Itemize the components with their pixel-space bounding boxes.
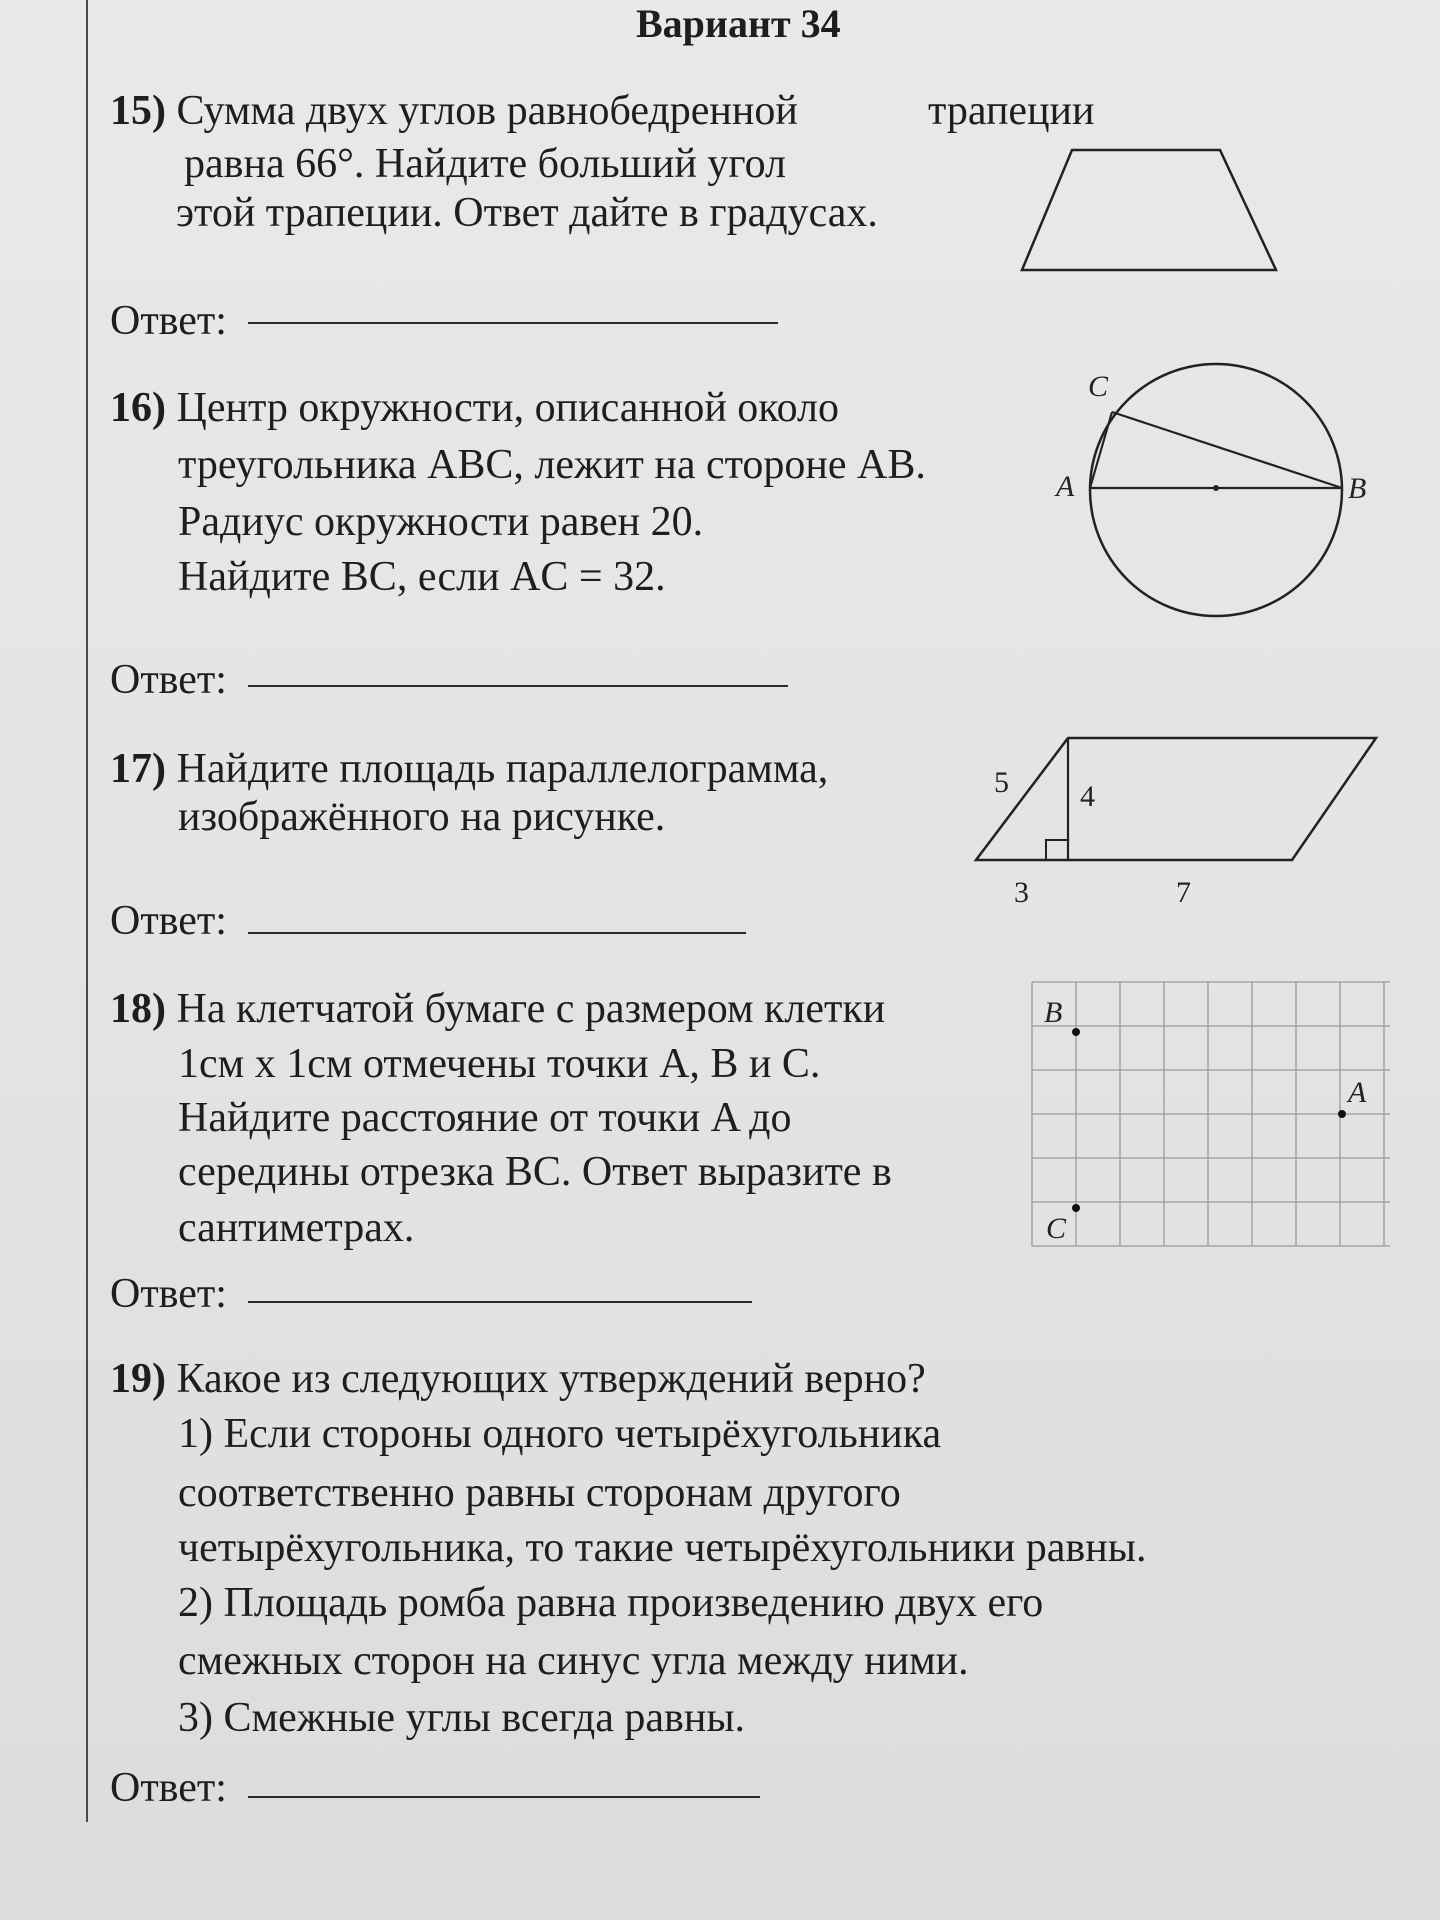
task-19-option-1-line-1: 1) Если стороны одного четырёхугольника [178,1411,942,1457]
task-19-option-3: 3) Смежные углы всегда равны. [178,1695,746,1741]
height-label: 4 [1080,780,1095,813]
point-label-c: C [1046,1212,1067,1245]
base-left-label: 3 [1014,876,1029,909]
point-label-a: A [1056,470,1075,503]
task-19-line-1 [110,1358,926,1400]
task-16-line-3: Радиус окружности равен 20. [178,499,704,545]
center-point [1213,485,1219,491]
side-label: 5 [994,766,1009,799]
answer-label-16: Ответ: [110,657,227,703]
task-18-line-4: середины отрезка BC. Ответ выразите в [178,1149,892,1195]
answer-line-17[interactable] [248,932,746,934]
task-16-line-1 [110,387,839,429]
task-number: 18) [110,986,166,1032]
answer-line-15[interactable] [248,322,778,324]
grid-figure [1030,980,1390,1250]
point-label-a: A [1348,1076,1367,1109]
task-text: Какое из следующих утверждений верно? [176,1356,926,1402]
task-text: Найдите площадь параллелограмма, [176,746,829,792]
right-angle-mark [1046,840,1068,860]
answer-label-15: Ответ: [110,298,227,344]
task-number: 16) [110,385,166,431]
answer-label-19: Ответ: [110,1765,227,1811]
trapezoid-figure [1016,142,1286,272]
task-19-option-1-line-3: четырёхугольника, то такие четырёхугольники равны. [178,1525,1147,1571]
task-18-line-3: Найдите расстояние от точки A до [178,1095,792,1141]
task-17-line-2: изображённого на рисунке. [178,794,666,840]
task-number: 19) [110,1356,166,1402]
grid-lines [1032,982,1390,1246]
parallelogram-figure [970,730,1370,910]
task-16-line-2: треугольника ABC, лежит на стороне AB. [178,442,926,488]
trapezoid-shape [1022,150,1276,270]
task-number: 15) [110,88,166,134]
point-label-b: B [1044,996,1063,1029]
point-c [1072,1204,1080,1212]
task-18-line-1 [110,988,885,1030]
task-19-option-1-line-2: соответственно равны сторонам другого [178,1470,901,1516]
answer-line-19[interactable] [248,1796,760,1798]
circle-figure [1056,360,1367,640]
base-right-label: 7 [1176,876,1191,909]
parallelogram-shape [976,738,1376,860]
point-label-c: C [1088,370,1109,403]
task-number: 17) [110,746,166,792]
point-b [1072,1028,1080,1036]
task-18-line-2: 1см х 1см отмечены точки A, B и C. [178,1041,821,1087]
task-15-line-1 [110,90,798,132]
answer-line-18[interactable] [248,1301,752,1303]
task-15-line-1b: трапеции [928,88,1095,134]
page-title: Вариант 34 [636,1,841,46]
answer-label-18: Ответ: [110,1271,227,1317]
point-label-b: B [1348,472,1367,505]
task-text: Центр окружности, описанной около [176,385,839,431]
answer-label-17: Ответ: [110,898,227,944]
task-15-line-3: этой трапеции. Ответ дайте в градусах. [176,190,878,236]
task-19-option-2-line-2: смежных сторон на синус угла между ними. [178,1638,969,1684]
task-text: Сумма двух углов равнобедренной [176,88,798,134]
chord-cb [1112,412,1342,488]
answer-line-16[interactable] [248,685,788,687]
margin-line [86,0,88,1822]
chord-ac [1090,412,1112,488]
task-16-line-4: Найдите BC, если AC = 32. [178,554,666,600]
task-19-option-2-line-1: 2) Площадь ромба равна произведению двух его [178,1580,1044,1626]
task-18-line-5: сантиметрах. [178,1205,415,1251]
task-text: На клетчатой бумаге с размером клетки [176,986,886,1032]
point-a [1338,1110,1346,1118]
task-15-line-2: равна 66°. Найдите больший угол [184,141,786,187]
task-17-line-1 [110,748,828,790]
